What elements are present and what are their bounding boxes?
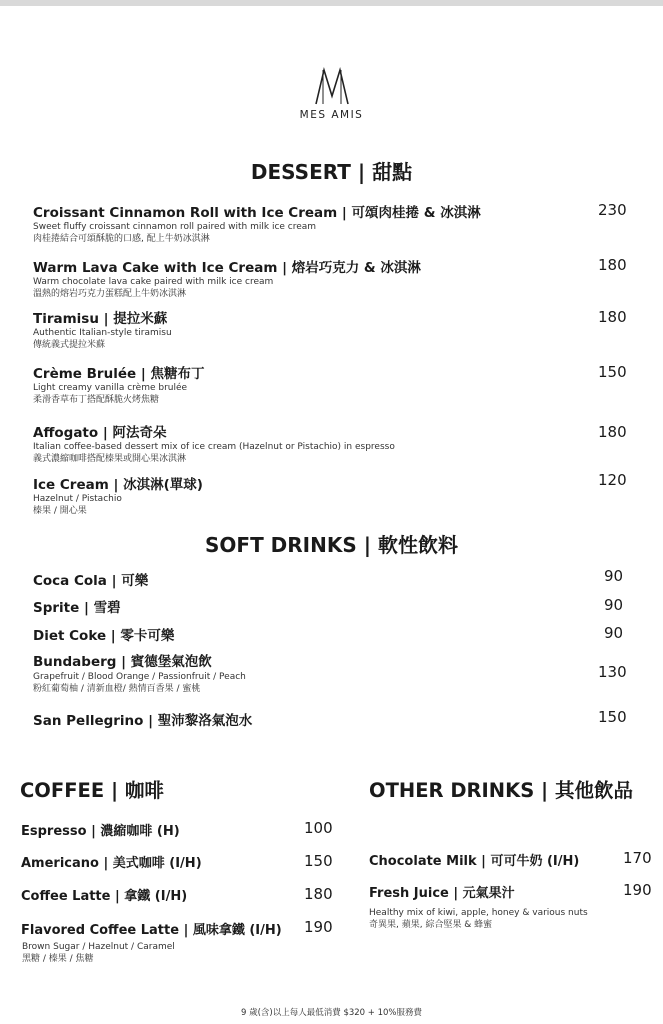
item-desc-zh: 溫熱的熔岩巧克力蛋糕配上牛奶冰淇淋	[33, 289, 187, 299]
item-desc-en: Grapefruit / Blood Orange / Passionfruit / Peach	[33, 672, 246, 682]
item-price: 180	[598, 308, 627, 326]
item-price: 170	[623, 849, 652, 867]
item-desc-en: Sweet fluffy croissant cinnamon roll paired with milk ice cream	[33, 222, 317, 232]
item-name: Chocolate Milk | 可可牛奶 (I/H)	[369, 854, 580, 869]
dessert-section-title: DESSERT | 甜點	[250, 160, 413, 184]
item-name: Sprite | 雪碧	[33, 600, 121, 616]
dessert-item	[33, 256, 633, 300]
coffee-item	[21, 919, 282, 965]
item-name: Fresh Juice | 元氣果汁	[369, 886, 515, 901]
dessert-item	[33, 362, 633, 406]
mes-amis-logo-mark	[310, 66, 354, 106]
item-desc-en: Warm chocolate lava cake paired with milk ice cream	[33, 277, 274, 287]
top-edge-bar	[0, 0, 663, 6]
dessert-item	[33, 473, 633, 517]
item-name: Diet Coke | 零卡可樂	[33, 628, 175, 644]
coffee-item	[21, 885, 187, 904]
coffee-section-title: COFFEE | 咖啡	[20, 779, 164, 802]
item-desc-zh: 義式濃縮咖啡搭配榛果或開心果冰淇淋	[33, 454, 187, 464]
item-name: Coffee Latte | 拿鐵 (I/H)	[21, 889, 188, 904]
item-price: 90	[604, 596, 624, 614]
item-price: 180	[598, 256, 627, 274]
dessert-item	[33, 201, 633, 245]
item-price: 90	[604, 567, 624, 585]
other-drink-item	[369, 882, 588, 931]
dessert-item	[33, 307, 633, 351]
item-desc-zh: 柔滑香草布丁搭配酥脆火烤焦糖	[33, 395, 160, 405]
item-desc-zh: 肉桂捲結合可頌酥脆的口感, 配上牛奶冰淇淋	[33, 234, 210, 244]
item-name: Warm Lava Cake with Ice Cream | 熔岩巧克力 & 冰淇淋	[33, 260, 421, 276]
item-price: 100	[304, 819, 333, 837]
item-desc-zh: 榛果 / 開心果	[33, 506, 87, 516]
item-name: Bundaberg | 賓德堡氣泡飲	[33, 654, 212, 670]
item-name: Espresso | 濃縮咖啡 (H)	[21, 824, 180, 839]
item-price: 190	[304, 918, 333, 936]
item-desc-zh: 粉紅葡萄柚 / 清新血橙/ 熱情百香果 / 蜜桃	[33, 684, 201, 694]
item-desc-en: Healthy mix of kiwi, apple, honey & various nuts	[369, 908, 588, 918]
item-desc-zh: 奇異果, 蘋果, 綜合堅果 & 蜂蜜	[369, 920, 493, 930]
item-price: 180	[598, 423, 627, 441]
item-desc-en: Brown Sugar / Hazelnut / Caramel	[22, 942, 175, 952]
item-price: 190	[623, 881, 652, 899]
item-name: Ice Cream | 冰淇淋(單球)	[33, 477, 203, 493]
coffee-item	[21, 852, 202, 871]
dessert-item	[33, 421, 633, 465]
item-name: Coca Cola | 可樂	[33, 573, 149, 589]
item-price: 120	[598, 471, 627, 489]
item-price: 230	[598, 201, 627, 219]
brand-name: MES AMIS	[299, 109, 364, 121]
soft-drink-item	[33, 624, 633, 644]
item-desc-en: Authentic Italian-style tiramisu	[33, 328, 172, 338]
coffee-item	[21, 820, 180, 839]
other-drinks-section-title: OTHER DRINKS | 其他飲品	[369, 779, 633, 802]
item-price: 150	[598, 708, 627, 726]
item-price: 130	[598, 663, 627, 681]
item-name: Americano | 美式咖啡 (I/H)	[21, 856, 202, 871]
item-desc-en: Italian coffee-based dessert mix of ice cream (Hazelnut or Pistachio) in espresso	[33, 442, 395, 452]
item-desc-zh: 黑糖 / 榛果 / 焦糖	[22, 954, 94, 964]
soft-drink-item	[33, 569, 633, 589]
soft-drink-item	[33, 709, 633, 729]
item-price: 180	[304, 885, 333, 903]
brand-logo	[0, 66, 663, 121]
item-price: 150	[598, 363, 627, 381]
soft-drink-item	[33, 596, 633, 616]
item-name: Affogato | 阿法奇朵	[33, 425, 167, 441]
soft-drinks-section-title: SOFT DRINKS | 軟性飲料	[205, 533, 458, 557]
item-name: Tiramisu | 提拉米蘇	[33, 311, 168, 327]
other-drink-item	[369, 850, 579, 869]
item-price: 90	[604, 624, 624, 642]
item-name: San Pellegrino | 聖沛黎洛氣泡水	[33, 713, 253, 729]
item-name: Croissant Cinnamon Roll with Ice Cream | 可頌肉桂捲 & 冰淇淋	[33, 205, 481, 221]
item-name: Flavored Coffee Latte | 風味拿鐵 (I/H)	[21, 923, 282, 938]
item-price: 150	[304, 852, 333, 870]
footer-note: 9 歲(含)以上每人最低消費 $320 + 10%服務費	[241, 1008, 422, 1018]
item-desc-en: Hazelnut / Pistachio	[33, 494, 122, 504]
item-desc-zh: 傳統義式提拉米蘇	[33, 340, 106, 350]
item-desc-en: Light creamy vanilla crème brulée	[33, 383, 188, 393]
soft-drink-item	[33, 650, 633, 695]
item-name: Crème Brulée | 焦糖布丁	[33, 366, 205, 382]
